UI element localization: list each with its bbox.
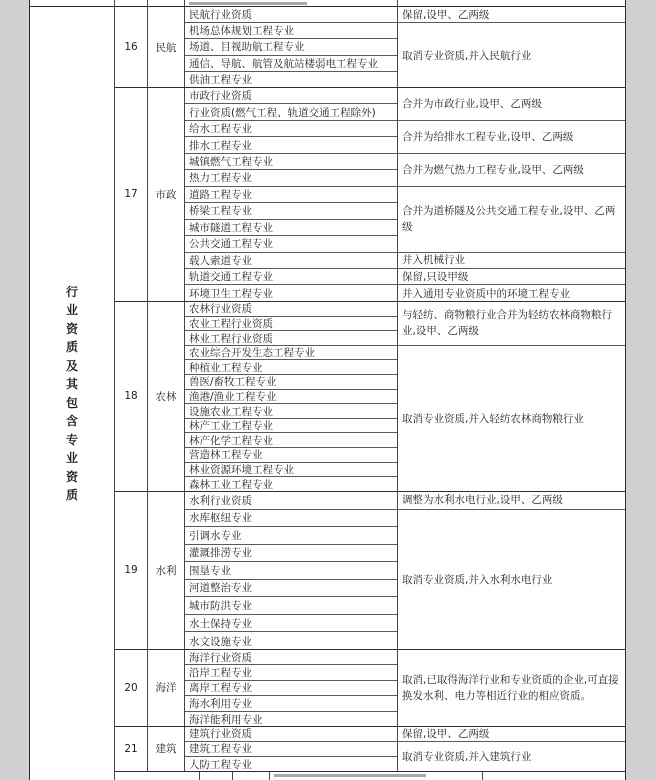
qualification-row — [185, 492, 397, 510]
qualification-list — [185, 302, 398, 491]
clipped-cell — [200, 772, 233, 780]
action-cell — [398, 510, 625, 649]
qualification-label: 兽医/畜牧工程专业 — [189, 376, 277, 389]
qualification-row — [185, 527, 397, 545]
qualification-label: 热力工程专业 — [189, 172, 252, 185]
qualification-label: 轨道交通工程专业 — [189, 271, 273, 284]
qualification-row — [185, 331, 397, 346]
side-label-char: 及 — [65, 358, 78, 373]
qualification-row — [185, 390, 397, 405]
qualification-row — [185, 220, 397, 236]
qualification-label: 环境卫生工程专业 — [189, 288, 273, 301]
qualification-row — [185, 597, 397, 615]
action-cell — [398, 121, 625, 154]
qualification-row — [185, 121, 397, 137]
qualification-table — [29, 0, 626, 780]
industry-name-label: 海洋 — [155, 682, 177, 695]
action-label: 取消,已取得海洋行业和专业资质的企业,可直接换发水利、电力等相近行业的相应资质。 — [402, 674, 619, 703]
action-list — [398, 650, 625, 726]
qualification-label: 载人索道专业 — [189, 254, 252, 267]
action-cell — [398, 269, 625, 285]
qualification-label: 海洋行业资质 — [189, 651, 252, 664]
qualification-label: 水利行业资质 — [189, 494, 252, 507]
side-label-char: 资 — [65, 321, 78, 336]
side-label-char: 质 — [65, 488, 78, 502]
action-cell — [398, 7, 625, 23]
side-label-char: 其 — [65, 377, 78, 391]
table-main — [115, 7, 625, 780]
action-label: 取消专业资质,并入轻纺农林商物粮行业 — [402, 412, 584, 425]
action-cell — [398, 302, 625, 346]
industry-name — [148, 492, 185, 649]
action-list — [398, 7, 625, 87]
qualification-row — [185, 545, 397, 563]
group-number-label: 21 — [124, 742, 138, 755]
qualification-row — [185, 23, 397, 39]
qualification-row — [185, 253, 397, 269]
action-cell — [398, 346, 625, 491]
action-cell — [398, 727, 625, 742]
action-cell — [398, 492, 625, 510]
group-number — [115, 492, 148, 649]
clipped-cell — [30, 0, 115, 6]
action-label: 合并为道桥隧及公共交通工程专业,设甲、乙两级 — [402, 205, 616, 234]
qualification-label: 农业工程行业资质 — [189, 317, 273, 330]
qualification-label: 河道整治专业 — [189, 582, 252, 595]
action-label: 合并为燃气热力工程专业,设甲、乙两级 — [402, 163, 584, 176]
group-number-label: 19 — [124, 564, 138, 577]
clipped-cell — [233, 772, 270, 780]
qualification-label: 森林工业工程专业 — [189, 479, 273, 491]
industry-name-label: 农林 — [155, 390, 177, 403]
group-number — [115, 650, 148, 726]
qualification-row — [185, 463, 397, 478]
qualification-label: 农业综合开发生态工程专业 — [189, 347, 315, 360]
qualification-row — [185, 448, 397, 463]
group-number — [115, 7, 148, 87]
qualification-label: 设施农业工程专业 — [189, 405, 273, 418]
qualification-label: 市政行业资质 — [189, 90, 252, 103]
action-list — [398, 727, 625, 771]
action-cell — [398, 23, 625, 87]
qualification-label: 桥梁工程专业 — [189, 205, 252, 218]
qualification-row — [185, 236, 397, 252]
industry-group-17 — [115, 88, 625, 302]
qualification-row — [185, 317, 397, 332]
side-label-char: 业 — [65, 451, 78, 465]
action-label: 取消专业资质,并入建筑行业 — [402, 750, 532, 763]
qualification-label: 公共交通工程专业 — [189, 238, 273, 251]
qualification-row — [185, 757, 397, 771]
action-label: 并入通用专业资质中的环境工程专业 — [402, 287, 570, 300]
qualification-row — [185, 187, 397, 203]
qualification-label: 城市隧道工程专业 — [189, 221, 273, 234]
qualification-row — [185, 72, 397, 87]
action-label: 保留,设甲、乙两级 — [402, 8, 490, 21]
industry-group-21 — [115, 727, 625, 772]
group-number-label: 17 — [124, 188, 138, 201]
clipped-cell — [148, 0, 185, 6]
qualification-row — [185, 419, 397, 434]
industry-name-label: 市政 — [155, 188, 177, 201]
clipped-text-fragment — [189, 2, 307, 5]
action-cell — [398, 650, 625, 726]
qualification-label: 城市防洪专业 — [189, 600, 252, 612]
qualification-label: 林业工程行业资质 — [189, 332, 273, 345]
qualification-label: 营造林工程专业 — [189, 449, 263, 462]
qualification-row — [185, 510, 397, 528]
qualification-label: 引调水专业 — [189, 529, 242, 542]
qualification-row — [185, 681, 397, 696]
qualification-row — [185, 137, 397, 153]
qualification-row — [185, 375, 397, 390]
qualification-label: 林产工业工程专业 — [189, 420, 273, 433]
clipped-cell — [483, 772, 625, 780]
qualification-label: 排水工程专业 — [189, 139, 252, 152]
industry-group-16 — [115, 7, 625, 88]
action-cell — [398, 154, 625, 187]
industry-name-label: 民航 — [155, 41, 177, 54]
action-label: 合并为给排水工程专业,设甲、乙两级 — [402, 130, 574, 143]
action-label: 保留,只设甲级 — [402, 270, 469, 283]
qualification-label: 沿岸工程专业 — [189, 667, 252, 680]
qualification-label: 渔港/渔业工程专业 — [189, 390, 277, 403]
side-label-char: 含 — [65, 414, 78, 428]
action-label: 合并为市政行业,设甲、乙两级 — [402, 97, 542, 110]
action-label: 保留,设甲、乙两级 — [402, 727, 490, 740]
qualification-row — [185, 404, 397, 419]
action-cell — [398, 285, 625, 301]
qualification-label: 水文设施专业 — [189, 635, 252, 648]
qualification-label: 建筑行业资质 — [189, 728, 252, 741]
side-label-char: 包 — [65, 395, 78, 410]
group-number — [115, 302, 148, 491]
side-label-char: 行 — [65, 284, 78, 299]
qualification-list — [185, 727, 398, 771]
clipped-row-bottom — [115, 772, 625, 780]
qualification-list — [185, 650, 398, 726]
industry-name — [148, 727, 185, 771]
industry-name — [148, 650, 185, 726]
qualification-label: 民航行业资质 — [189, 9, 252, 22]
clipped-cell — [115, 772, 200, 780]
side-label-char: 质 — [65, 340, 78, 354]
group-number-label: 18 — [124, 390, 138, 403]
qualification-row — [185, 580, 397, 598]
industry-name — [148, 302, 185, 491]
action-cell — [398, 88, 625, 121]
qualification-label: 水土保持专业 — [189, 617, 252, 630]
qualification-label: 场道、目视助航工程专业 — [189, 41, 305, 54]
clipped-cell — [115, 0, 148, 6]
qualification-row — [185, 615, 397, 633]
qualification-label: 水库枢纽专业 — [189, 512, 252, 525]
qualification-row — [185, 632, 397, 649]
qualification-row — [185, 727, 397, 742]
qualification-row — [185, 360, 397, 375]
qualification-row — [185, 302, 397, 317]
action-label: 取消专业资质,并入水利水电行业 — [402, 573, 553, 586]
qualification-row — [185, 285, 397, 301]
action-cell — [398, 253, 625, 269]
clipped-row-top — [30, 0, 625, 7]
qualification-label: 给水工程专业 — [189, 123, 252, 136]
industry-name-label: 建筑 — [155, 743, 177, 756]
qualification-list — [185, 492, 398, 649]
qualification-row — [185, 742, 397, 757]
qualification-label: 通信、导航、航管及航站楼弱电工程专业 — [189, 57, 378, 70]
qualification-list — [185, 7, 398, 87]
clipped-text-fragment — [274, 774, 426, 777]
qualification-label: 林产化学工程专业 — [189, 434, 273, 447]
qualification-row — [185, 712, 397, 726]
qualification-label: 灌溉排涝专业 — [189, 547, 252, 560]
action-cell — [398, 187, 625, 253]
qualification-row — [185, 562, 397, 580]
qualification-row — [185, 433, 397, 448]
qualification-row — [185, 56, 397, 72]
qualification-row — [185, 665, 397, 680]
clipped-cell — [185, 0, 398, 6]
qualification-label: 供油工程专业 — [189, 74, 252, 87]
qualification-row — [185, 477, 397, 491]
action-list — [398, 302, 625, 491]
industry-group-18 — [115, 302, 625, 492]
action-label: 调整为水利水电行业,设甲、乙两级 — [402, 494, 563, 507]
qualification-row — [185, 650, 397, 665]
industry-group-20 — [115, 650, 625, 727]
industry-group-19 — [115, 492, 625, 650]
action-label: 取消专业资质,并入民航行业 — [402, 49, 532, 62]
qualification-row — [185, 154, 397, 170]
group-number — [115, 88, 148, 301]
side-label-char: 业 — [65, 303, 78, 317]
action-list — [398, 88, 625, 301]
qualification-row — [185, 88, 397, 104]
side-label-char: 专 — [65, 432, 78, 447]
group-number-label: 16 — [124, 41, 138, 53]
qualification-row — [185, 203, 397, 219]
qualification-label: 道路工程专业 — [189, 188, 252, 201]
action-list — [398, 492, 625, 649]
industry-name-label: 水利 — [155, 564, 177, 577]
qualification-row — [185, 346, 397, 361]
qualification-label: 机场总体规划工程专业 — [189, 25, 294, 38]
qualification-row — [185, 104, 397, 120]
group-number-label: 20 — [124, 681, 138, 694]
qualification-row — [185, 170, 397, 186]
qualification-row — [185, 696, 397, 711]
qualification-row — [185, 39, 397, 55]
side-label-cell — [30, 7, 115, 780]
table-body — [30, 7, 625, 780]
qualification-list — [185, 88, 398, 301]
clipped-cell — [398, 0, 625, 6]
action-cell — [398, 742, 625, 771]
qualification-label: 海水利用专业 — [189, 697, 252, 710]
industry-name — [148, 88, 185, 301]
clipped-cell — [270, 772, 483, 780]
qualification-label: 林业资源环境工程专业 — [189, 463, 294, 476]
qualification-label: 建筑工程专业 — [189, 743, 252, 756]
qualification-label: 行业资质(燃气工程、轨道交通工程除外) — [189, 106, 376, 119]
side-label-char: 资 — [65, 469, 78, 484]
qualification-label: 海洋能利用专业 — [189, 713, 263, 726]
qualification-row — [185, 269, 397, 285]
qualification-label: 农林行业资质 — [189, 303, 252, 316]
group-number — [115, 727, 148, 771]
qualification-label: 离岸工程专业 — [189, 682, 252, 695]
qualification-label: 人防工程专业 — [189, 758, 252, 771]
qualification-label: 围垦专业 — [189, 564, 231, 577]
qualification-label: 种植业工程专业 — [189, 361, 263, 374]
action-label: 并入机械行业 — [402, 254, 465, 267]
qualification-label: 城镇燃气工程专业 — [189, 156, 273, 169]
action-label: 与轻纺、商物粮行业合并为轻纺农林商物粮行业,设甲、乙两级 — [402, 309, 612, 338]
industry-name — [148, 7, 185, 87]
qualification-row — [185, 7, 397, 23]
